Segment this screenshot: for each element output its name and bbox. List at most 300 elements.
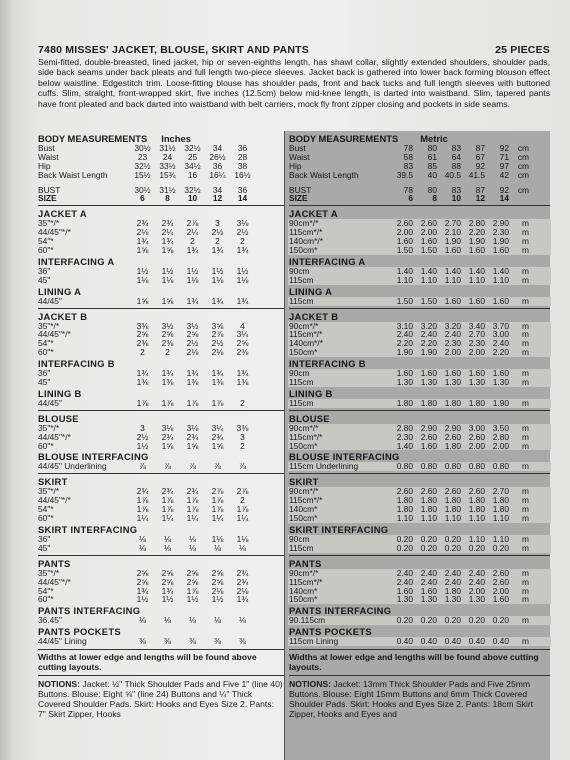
row-label: 54"* [38,339,54,349]
row-label: 44/45" [38,296,62,306]
measurement-row [289,162,550,171]
measurement-row [288,462,551,471]
row-label: 140cm*/* [289,339,323,349]
row-label: 44/45"*/* [38,577,71,587]
measurement-row [288,219,551,228]
body-measurements-title: BODY MEASUREMENTS [289,133,399,144]
measurement-row [288,514,551,523]
subsection-title: PANTS POCKETS [289,626,372,638]
row-value: 1.30 [396,377,413,388]
row-value: 8 [165,193,170,204]
row-label: 150cm* [289,348,318,358]
row-value: 1.60 [468,245,485,256]
subsection-title: PANTS INTERFACING [289,605,392,617]
row-value: 2.80 [396,422,413,433]
row-value: 15½ [134,169,151,180]
measurement-row [38,276,284,285]
row-value: 1⅝ [211,440,224,451]
measurement-row [288,330,551,339]
pattern-description: Semi-fitted, double-breasted, lined jacket, hip or seven-eighths length, has shawl collar, slightly extended shoulders, shoulder pads, side back seams under back pleats and full length two-piece sleeves. Jacket back is gathered into lower back forming blouson effect below waistline. Edgestitch trim. Loose-fitting blouse has shoulder pads, front and back tucks and full length sleeves with buttoned cuffs. Slim, straight, front-wrapped skirt, five inches (12.5cm) below mid-knee length, is darted into waistband. Slim, tapered pants have front pleated and back darted into waistband with belt carriers, mock fly front zipper closing and pockets in side seams. [38,57,550,109]
row-value: ⅜ [214,636,221,647]
measurement-row [288,228,551,237]
row-value: 1.40 [444,265,461,276]
row-value: 1⅞ [211,504,224,515]
row-value: 2.30 [396,431,413,442]
row-label: 150cm* [289,595,318,605]
row-label: Hip [38,161,51,171]
measurement-row [288,595,551,604]
row-unit: m [522,329,529,340]
row-unit: m [522,245,529,256]
row-value: 2⅜ [161,338,174,349]
row-value: 1.60 [420,585,437,596]
row-unit: m [522,218,529,229]
row-value: 1.80 [420,397,437,408]
subsection-title: LINING A [38,285,82,297]
measurement-row [288,378,551,387]
subsection-title: SKIRT INTERFACING [289,523,389,535]
row-unit: cm [517,169,529,180]
row-value: 2⅞ [211,329,224,340]
row-value: ⅜ [139,636,146,647]
measurement-row [38,462,284,471]
measurement-row [288,505,551,514]
row-value: 2¾ [236,576,249,587]
section-title: SKIRT [38,476,68,488]
row-value: 1.40 [396,265,413,276]
row-value: 1⅛ [236,533,249,544]
row-value: 1⅞ [186,504,199,515]
row-value: 2.60 [420,486,437,497]
notions-text: Jacket: 13mm Thick Shoulder Pads and Five 25mm Buttons. Blouse: Eight 15mm Buttons and 6mm Thick Covered Shoulder Pads. Skirt: Hooks and Eyes Size 2. Pants: 18cm Skirt Zipper, Hooks and Eyes and [289,679,534,720]
row-value: 1.60 [468,295,485,306]
measurement-row [288,587,551,596]
row-value: 25 [187,151,198,162]
row-label: 45" [38,543,51,553]
row-value: 2.40 [444,576,461,587]
row-value: ⅞ [189,461,196,472]
row-label: 54"* [38,505,54,515]
row-value: 1.10 [396,513,413,524]
row-value: 1⅞ [136,495,149,506]
row-label: SIZE [38,194,57,204]
notions-label: NOTIONS: [38,679,81,690]
row-label: 36" [38,369,51,379]
row-value: 64 [451,151,461,162]
row-value: 1.60 [420,368,437,379]
subsection-title: LINING B [289,387,333,399]
row-label: 90cm*/* [289,568,319,578]
row-value: 2.60 [444,486,461,497]
row-value: 0.20 [444,533,461,544]
row-value: 2¾ [136,218,149,229]
row-value: 1⅞ [186,585,199,596]
measurement-row [288,237,551,246]
row-value: 2.70 [468,329,485,340]
row-unit: m [522,265,529,276]
row-unit: m [522,338,529,349]
measurement-row [288,369,551,378]
row-value: 1.60 [396,368,413,379]
row-value: 3⅛ [161,422,174,433]
row-value: 31½ [159,184,176,195]
row-value: 1.60 [444,368,461,379]
row-value: 14 [499,193,509,204]
row-value: 1.10 [444,513,461,524]
row-label: 60"* [38,514,54,523]
row-label: 45" [38,378,51,387]
row-value: 80 [427,184,437,195]
row-value: ⅛ [139,542,146,553]
row-value: 2.40 [396,576,413,587]
row-value: 1.50 [420,245,437,256]
row-value: 1.80 [492,504,509,515]
row-value: 1.30 [444,377,461,388]
row-value: 3.70 [492,320,509,331]
row-unit: m [522,422,529,433]
row-value: 23 [137,151,148,162]
row-value: 2⅛ [211,347,224,358]
row-value: 28 [237,151,248,162]
row-value: 16¼ [209,169,226,180]
row-value: 0.20 [492,542,509,553]
row-value: 40 [427,169,437,180]
row-unit: cm [517,143,529,153]
measurement-row [289,194,550,203]
row-value: 1.60 [396,585,413,596]
row-value: 2 [215,236,220,247]
row-label: 115cm [289,296,314,306]
row-value: 1⅜ [236,377,249,388]
row-value: 0.20 [468,615,485,626]
row-value: 1⅞ [211,495,224,506]
row-label: 90cm*/* [289,423,319,433]
measurement-row [38,186,284,195]
row-value: 2.00 [396,227,413,238]
row-value: 0.20 [468,542,485,553]
row-value: 2⅜ [236,347,249,358]
row-value: 2.40 [444,329,461,340]
measurement-row [38,535,284,544]
measurement-row [288,544,551,553]
inches-column [38,131,284,760]
row-label: 140cm* [289,586,318,596]
row-value: 1.10 [420,513,437,524]
row-value: 2¾ [161,218,174,229]
row-value: 1.40 [468,265,485,276]
row-value: 2¼ [161,227,174,238]
row-value: 2⅝ [186,329,199,340]
row-value: ⅞ [239,461,246,472]
row-value: 61 [427,151,437,162]
measurement-row [288,487,551,496]
row-value: 1¾ [186,295,199,306]
row-label: 115cm*/* [289,496,323,506]
row-value: 31½ [159,143,176,153]
row-value: 3.20 [444,320,461,331]
row-value: 0.80 [468,461,485,472]
row-unit: m [522,347,529,358]
row-value: 1⅜ [136,377,149,388]
row-value: 40.5 [444,169,461,180]
row-value: 2⅝ [161,329,174,340]
row-value: 30½ [134,184,151,195]
row-value: 2½ [136,431,149,442]
row-value: 2.40 [420,329,437,340]
row-unit: m [522,576,529,587]
measurement-row [38,228,284,237]
measurement-row [288,433,551,442]
layout-note: Widths at lower edge and lengths will be found above cutting layouts. [38,649,284,672]
row-unit: m [522,542,529,553]
row-unit: m [522,495,529,506]
row-value: 83 [451,143,461,153]
measurement-row [38,194,284,203]
row-value: 2 [240,236,245,247]
row-value: 2.40 [492,338,509,349]
row-value: 3⅛ [236,218,249,229]
row-value: 12 [475,193,485,204]
row-value: ⅛ [139,615,146,626]
measurement-row [38,595,284,604]
row-value: 2.60 [396,486,413,497]
row-value: 1¾ [161,236,174,247]
row-value: 87 [475,143,485,153]
row-value: 1.30 [492,377,509,388]
row-value: 1.50 [420,295,437,306]
row-value: 42 [499,169,509,180]
row-value: ⅛ [139,533,146,544]
measurement-row [38,616,284,625]
section-divider [38,308,284,309]
row-value: 1½ [161,265,174,276]
row-label: Back Waist Length [289,170,359,180]
row-value: 2 [240,440,245,451]
subsection-title: SKIRT INTERFACING [38,523,138,535]
row-value: 58 [403,151,413,162]
row-unit: m [522,513,529,524]
row-value: 1⅛ [236,274,249,285]
row-value: ⅛ [239,615,246,626]
row-value: 1.90 [492,236,509,247]
row-label: Waist [38,152,59,162]
row-unit: m [522,594,529,605]
measurement-row [288,637,551,646]
metric-column [284,131,550,760]
row-value: 1⅛ [161,274,174,285]
row-value: 1⅝ [136,295,149,306]
row-label: 60"* [38,348,54,358]
row-value: 2¾ [211,431,224,442]
row-unit: m [522,368,529,379]
row-value: 4 [240,320,245,331]
row-value: 87 [475,184,485,195]
row-label: 44/45"*/* [38,228,71,238]
row-unit: cm [517,151,529,162]
row-value: 2⅝ [211,576,224,587]
row-value: 2⅜ [136,338,149,349]
row-value: 1⅛ [136,274,149,285]
row-value: 1.10 [420,274,437,285]
row-value: 1.60 [492,594,509,605]
row-value: ⅛ [164,533,171,544]
row-value: 2 [165,347,170,358]
row-value: 0.20 [396,542,413,553]
measurement-row [38,399,284,408]
row-label: 44/45"*/* [38,432,71,442]
row-value: 3.00 [492,329,509,340]
row-label: SIZE [289,194,308,204]
row-value: 2.30 [468,338,485,349]
row-value: 2⅝ [186,567,199,578]
row-value: 2⅝ [186,576,199,587]
row-value: 1½ [186,594,199,605]
row-unit: m [522,377,529,388]
subsection-title: LINING B [38,387,82,399]
row-value: 16½ [234,169,251,180]
row-value: 83 [451,184,461,195]
subsection-title: BLOUSE INTERFACING [289,451,400,463]
measurement-row [38,487,284,496]
row-value: ⅛ [189,533,196,544]
row-value: 1¾ [211,295,224,306]
row-value: 2.00 [420,227,437,238]
row-value: 2.40 [420,567,437,578]
row-value: 2.00 [468,440,485,451]
row-value: 41.5 [468,169,485,180]
row-value: 2.60 [420,431,437,442]
row-unit: m [522,236,529,247]
row-value: 3⅝ [211,320,224,331]
row-value: 2.40 [468,576,485,587]
row-value: 1.60 [444,245,461,256]
row-value: 1½ [236,265,249,276]
row-label: 36" [38,266,51,276]
row-unit: m [522,397,529,408]
section-title: JACKET A [289,208,338,220]
row-unit: m [522,486,529,497]
row-value: 2.40 [468,567,485,578]
row-value: ⅜ [164,636,171,647]
row-value: 1.80 [444,585,461,596]
row-value: 2.20 [396,338,413,349]
row-value: 1.90 [396,347,413,358]
row-value: ⅛ [189,615,196,626]
row-label: 140cm*/* [289,237,323,247]
row-unit: m [522,567,529,578]
row-label: 54"* [38,586,54,596]
row-value: 1.60 [468,368,485,379]
row-value: 34 [212,143,223,153]
row-value: 2.80 [468,218,485,229]
row-value: 1.10 [492,274,509,285]
row-value: 2.70 [492,486,509,497]
measurement-row [38,378,284,387]
row-value: 1.80 [396,504,413,515]
row-value: 1.60 [492,368,509,379]
measurement-row [38,637,284,646]
row-value: 1.30 [420,377,437,388]
measurement-row [288,276,551,285]
row-label: 44/45" Lining [38,637,87,647]
row-value: 1½ [136,440,149,451]
row-label: 35"*/* [38,321,60,331]
row-value: ⅞ [139,461,146,472]
row-value: 30½ [134,143,151,153]
row-value: 1.30 [420,594,437,605]
row-value: 1¾ [211,368,224,379]
row-value: 2.00 [468,347,485,358]
row-value: 1½ [136,594,149,605]
row-value: 2.60 [444,431,461,442]
row-value: 1¼ [211,513,224,524]
section-title: JACKET B [289,310,339,322]
row-label: 140cm* [289,505,318,515]
row-value: 1.80 [444,495,461,506]
row-label: 115cm [289,275,314,285]
row-value: 1½ [136,265,149,276]
row-value: 3 [215,218,220,229]
measurement-row [38,433,284,442]
subsection-title: INTERFACING B [38,358,115,370]
row-value: 1.80 [492,495,509,506]
row-value: 1⅝ [161,245,174,256]
row-value: 2.70 [444,218,461,229]
row-value: 1.80 [444,397,461,408]
row-value: 67 [475,151,485,162]
row-value: 1.10 [492,533,509,544]
row-value: 2.60 [492,567,509,578]
row-value: 1⅞ [161,397,174,408]
subsection-title: PANTS INTERFACING [38,605,141,617]
row-label: 115cm Underlining [289,462,359,472]
row-value: 2¾ [161,431,174,442]
measurement-row [288,348,551,357]
row-value: 2⅝ [136,329,149,340]
row-label: 115cm Lining [289,637,339,647]
unit-heading: Metric [420,133,448,144]
row-value: 2⅝ [236,338,249,349]
row-unit: m [522,461,529,472]
row-value: 2⅝ [161,576,174,587]
row-value: 2½ [211,227,224,238]
row-value: 0.20 [420,533,437,544]
row-value: 36 [237,143,248,153]
section-divider [289,555,550,556]
row-value: 2.10 [444,227,461,238]
row-value: 0.80 [420,461,437,472]
row-unit [509,194,529,203]
row-value: 1.60 [420,236,437,247]
row-value: 1.80 [420,504,437,515]
row-label: 60"* [38,595,54,605]
measurement-row [288,322,551,331]
row-value: 0.40 [420,636,437,647]
row-value: 1½ [211,594,224,605]
row-value: 92 [499,184,509,195]
measurement-row [288,424,551,433]
row-value: 1⅜ [161,377,174,388]
row-value: ⅛ [189,542,196,553]
row-value: 1¾ [236,295,249,306]
row-value: 78 [403,184,413,195]
pattern-header [38,44,550,109]
row-label: 35"*/* [38,219,60,229]
row-value: 1½ [186,265,199,276]
row-value: 2½ [211,338,224,349]
section-title: BLOUSE [38,412,79,424]
measurement-row [38,424,284,433]
